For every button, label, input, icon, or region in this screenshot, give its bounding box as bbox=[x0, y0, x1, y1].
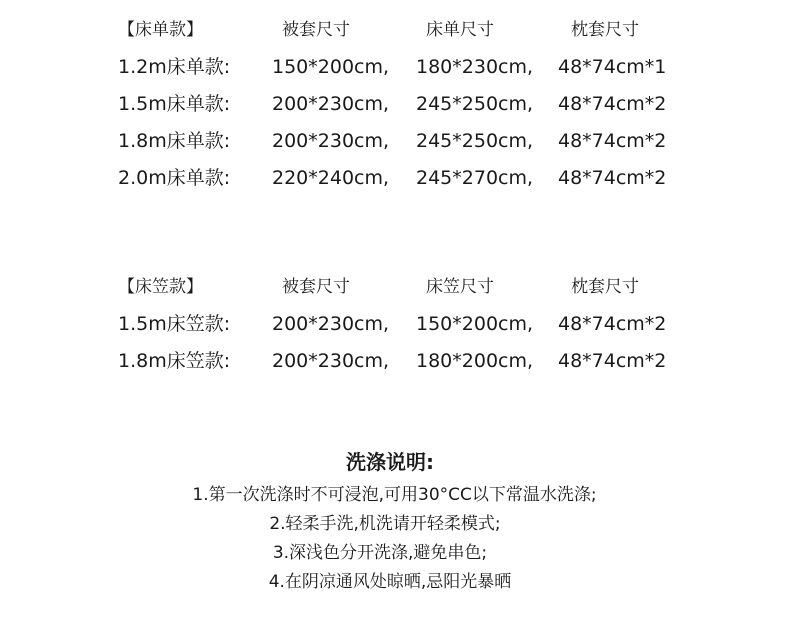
table-section-title: 【床笠款】 bbox=[118, 277, 203, 297]
column-header-pillowcase-size: 枕套尺寸 bbox=[571, 20, 639, 40]
washing-instruction-item: 4.在阴凉通风处晾晒,忌阳光暴晒 bbox=[268, 572, 512, 592]
row-label: 1.2m床单款: bbox=[118, 56, 231, 78]
row-label: 1.5m床单款: bbox=[118, 93, 231, 115]
column-header-pillowcase-size: 枕套尺寸 bbox=[571, 277, 639, 297]
bedsheet-size-table bbox=[0, 18, 790, 203]
bedsheet-size: 180*230cm, bbox=[416, 56, 534, 78]
fitted-sheet-size-table bbox=[0, 275, 790, 386]
table-header-row bbox=[0, 18, 790, 55]
pillowcase-size: 48*74cm*2 bbox=[558, 130, 667, 152]
row-label: 1.5m床笠款: bbox=[118, 313, 231, 335]
column-header-bedsheet-size: 床单尺寸 bbox=[426, 20, 494, 40]
pillowcase-size: 48*74cm*2 bbox=[558, 167, 667, 189]
washing-instruction-item: 2.轻柔手洗,机洗请开轻柔模式; bbox=[269, 514, 501, 534]
pillowcase-size: 48*74cm*2 bbox=[558, 93, 667, 115]
table-section-title: 【床单款】 bbox=[118, 20, 203, 40]
washing-instructions-title: 洗涤说明: bbox=[346, 450, 434, 474]
table-row bbox=[0, 129, 790, 166]
table-row bbox=[0, 312, 790, 349]
duvet-cover-size: 150*200cm, bbox=[272, 56, 390, 78]
column-header-duvet-cover-size: 被套尺寸 bbox=[282, 20, 350, 40]
table-row bbox=[0, 92, 790, 129]
pillowcase-size: 48*74cm*1 bbox=[558, 56, 667, 78]
row-label: 1.8m床单款: bbox=[118, 130, 231, 152]
duvet-cover-size: 200*230cm, bbox=[272, 130, 390, 152]
fitted-sheet-size: 180*200cm, bbox=[416, 350, 534, 372]
fitted-sheet-size: 150*200cm, bbox=[416, 313, 534, 335]
bedsheet-size: 245*250cm, bbox=[416, 93, 534, 115]
row-label: 2.0m床单款: bbox=[118, 167, 231, 189]
row-label: 1.8m床笠款: bbox=[118, 350, 231, 372]
column-header-duvet-cover-size: 被套尺寸 bbox=[282, 277, 350, 297]
washing-instructions bbox=[0, 448, 790, 597]
pillowcase-size: 48*74cm*2 bbox=[558, 350, 667, 372]
bedsheet-size: 245*250cm, bbox=[416, 130, 534, 152]
washing-instruction-item: 1.第一次洗涤时不可浸泡,可用30°CC以下常温水洗涤; bbox=[192, 485, 597, 505]
table-row bbox=[0, 55, 790, 92]
table-header-row bbox=[0, 275, 790, 312]
duvet-cover-size: 200*230cm, bbox=[272, 350, 390, 372]
duvet-cover-size: 220*240cm, bbox=[272, 167, 390, 189]
washing-instruction-item: 3.深浅色分开洗涤,避免串色; bbox=[272, 543, 488, 563]
table-row bbox=[0, 349, 790, 386]
table-row bbox=[0, 166, 790, 203]
duvet-cover-size: 200*230cm, bbox=[272, 313, 390, 335]
pillowcase-size: 48*74cm*2 bbox=[558, 313, 667, 335]
column-header-fitted-sheet-size: 床笠尺寸 bbox=[426, 277, 494, 297]
duvet-cover-size: 200*230cm, bbox=[272, 93, 390, 115]
bedsheet-size: 245*270cm, bbox=[416, 167, 534, 189]
